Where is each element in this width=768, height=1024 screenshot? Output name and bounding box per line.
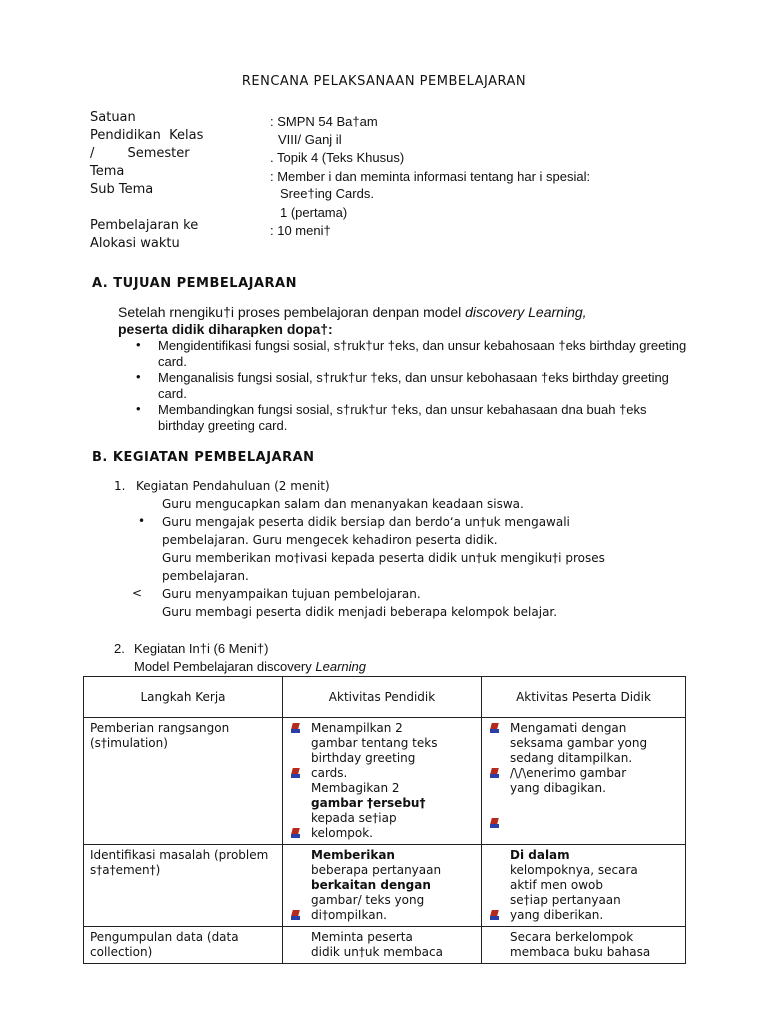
k1-line: Guru memberikan mo†ivasi kepada peserta didik un†uk mengiku†i proses [162, 551, 605, 565]
table-row [84, 845, 686, 927]
teacher-item: Menampilkan 2 [289, 721, 475, 736]
k1-marker: • [138, 514, 146, 528]
meta-value-subtema-cont: Sree†ing Cards. [280, 186, 374, 201]
student-line: membaca buku bahasa [510, 945, 651, 959]
student-cell [482, 845, 686, 927]
section-a-intro-line1 [118, 304, 587, 320]
k2-model [134, 659, 366, 674]
student-cell [482, 718, 686, 845]
bullet-icon [291, 768, 301, 778]
meta-label-alokasi: Alokasi waktu [90, 236, 180, 251]
header-langkah: Langkah Kerja [84, 677, 283, 718]
bullet-marker: • [136, 337, 141, 352]
bullet-icon [490, 910, 500, 920]
bullet-icon [291, 828, 301, 838]
student-cell [482, 927, 686, 964]
teacher-cell [283, 927, 482, 964]
student-line: seksama gambar yong [510, 736, 648, 750]
bullet-icon [490, 768, 500, 778]
k1-number: 1. [114, 479, 126, 493]
header-peserta: Aktivitas Peserta Didik [482, 677, 686, 718]
student-item: /\/\enerimo gambar [488, 766, 679, 781]
k2-model-italic: Learning [315, 659, 366, 674]
table-row [84, 718, 686, 845]
objective-item-1: Mengidentifikasi fungsi sosial, s†ruk†ur †eks, dan unsur kebahosaan †eks birthday greeting card. [158, 338, 687, 369]
meta-label-subtema: Sub Tema [90, 182, 154, 197]
k1-line: Guru menyampaikan tujuan pembelojaran. [162, 587, 421, 601]
bullet-icon [291, 910, 301, 920]
objective-item-2: Menganalisis fungsi sosial, s†ruk†ur †eks, dan unsur kebohasaan †eks birthday greeting card. [158, 370, 669, 401]
teacher-line: beberapa pertanyaan [311, 863, 442, 877]
k1-line: Guru membagi peserta didik menjadi beberapa kelompok belajar. [162, 605, 558, 619]
meta-label-semester: / Semester [90, 146, 190, 161]
student-line: kelompoknya, secara [510, 863, 638, 877]
step-cell: Pengumpulan data (data collection) [84, 927, 283, 964]
k2-model-text: Model Pembelajaran discovery [134, 659, 316, 674]
student-line: Secara berkelompok [510, 930, 634, 944]
k2-number: 2. [114, 641, 125, 656]
step-cell: Identifikasi masalah (problem s†a†emen†) [84, 845, 283, 927]
document-title: RENCANA PELAKSANAAN PEMBELAJARAN [241, 74, 527, 89]
teacher-item: kelompok. [289, 826, 475, 841]
student-item: yang diberikan. [488, 908, 679, 923]
meta-value-subtema: : Member i dan meminta informasi tentang har i spesial: [270, 169, 591, 184]
student-line: yang dibagikan. [510, 781, 606, 795]
student-line: sedang ditampilkan. [510, 751, 633, 765]
section-a-heading: A. TUJUAN PEMBELAJARAN [92, 276, 297, 291]
meta-value-kelas: VIII/ Ganj il [278, 132, 342, 147]
bullet-icon [490, 818, 500, 828]
teacher-item: di†ompiIkan. [289, 908, 475, 923]
step-cell: Pemberian rangsangon (s†imulation) [84, 718, 283, 845]
teacher-line: kepada se†iap [311, 811, 397, 825]
intro-italic: discovery Learning, [465, 304, 587, 320]
meta-label-pendidikan: Pendidikan Kelas [90, 128, 204, 143]
bullet-marker: • [136, 401, 141, 416]
student-line: aktif men owob [510, 878, 603, 892]
activity-table [83, 676, 686, 964]
student-item [488, 796, 679, 811]
meta-label-tema: Tema [90, 164, 125, 179]
meta-value-pembelajaran: 1 (pertama) [280, 205, 348, 220]
k1-line: Guru mengucapkan salam dan menanyakan keadaan siswa. [162, 497, 524, 511]
meta-value-sekolah: : SMPN 54 Ba†am [270, 114, 378, 129]
teacher-line: birthday greeting [311, 751, 416, 765]
meta-label-satuan: Satuan [90, 110, 136, 125]
teacher-item: cards. [289, 766, 475, 781]
k1-title: Kegiatan Pendahuluan (2 menit) [136, 479, 330, 493]
section-b-heading: B. KEGIATAN PEMBELAJARAN [92, 450, 315, 465]
table-row [84, 927, 686, 964]
k1-line: Guru mengajak peserta didik bersiap dan berdo‘a un†uk mengawali [162, 515, 570, 529]
teacher-line: didik un†uk membaca [311, 945, 443, 959]
objective-item-3: Membandingkan fungsi sosial, s†ruk†ur †eks, dan unsur kebahasaan dna buah †eks birthday greeting card. [158, 402, 647, 433]
section-a-intro-line2: peserta didik diharapken dopa†: [118, 321, 333, 337]
teacher-cell [283, 845, 482, 927]
bullet-marker: • [136, 369, 141, 384]
k1-marker: < [132, 586, 143, 600]
k1-line: pembelajaran. [162, 569, 249, 583]
k2-title: Kegiatan In†i (6 Meni†) [134, 641, 269, 656]
student-line: Di dalam [510, 848, 570, 862]
teacher-line: Membagikan 2 [311, 781, 400, 795]
teacher-line: gambar †ersebu† [311, 796, 426, 810]
teacher-line: Memberikan [311, 848, 395, 862]
bullet-icon [291, 723, 301, 733]
meta-value-tema: . Topik 4 (Teks Khusus) [270, 150, 405, 165]
student-item: Mengamati dengan [488, 721, 679, 736]
table-header-row [84, 677, 686, 718]
teacher-line: Meminta peserta [311, 930, 413, 944]
teacher-cell [283, 718, 482, 845]
bullet-icon [490, 723, 500, 733]
meta-label-pembelajaran: Pembelajaran ke [90, 218, 199, 233]
teacher-line: gambar tentang teks [311, 736, 438, 750]
teacher-line: berkaitan dengan [311, 878, 431, 892]
meta-value-alokasi: : 10 meni† [270, 223, 331, 238]
header-pendidik: Aktivitas Pendidik [283, 677, 482, 718]
student-line: se†iap pertanyaan [510, 893, 621, 907]
intro-text: Setelah rnengiku†i proses pembelajoran denpan model [118, 304, 466, 320]
teacher-line: gambar/ teks yong [311, 893, 425, 907]
k1-line: pembelajaran. Guru mengecek kehadiron peserta didik. [162, 533, 498, 547]
